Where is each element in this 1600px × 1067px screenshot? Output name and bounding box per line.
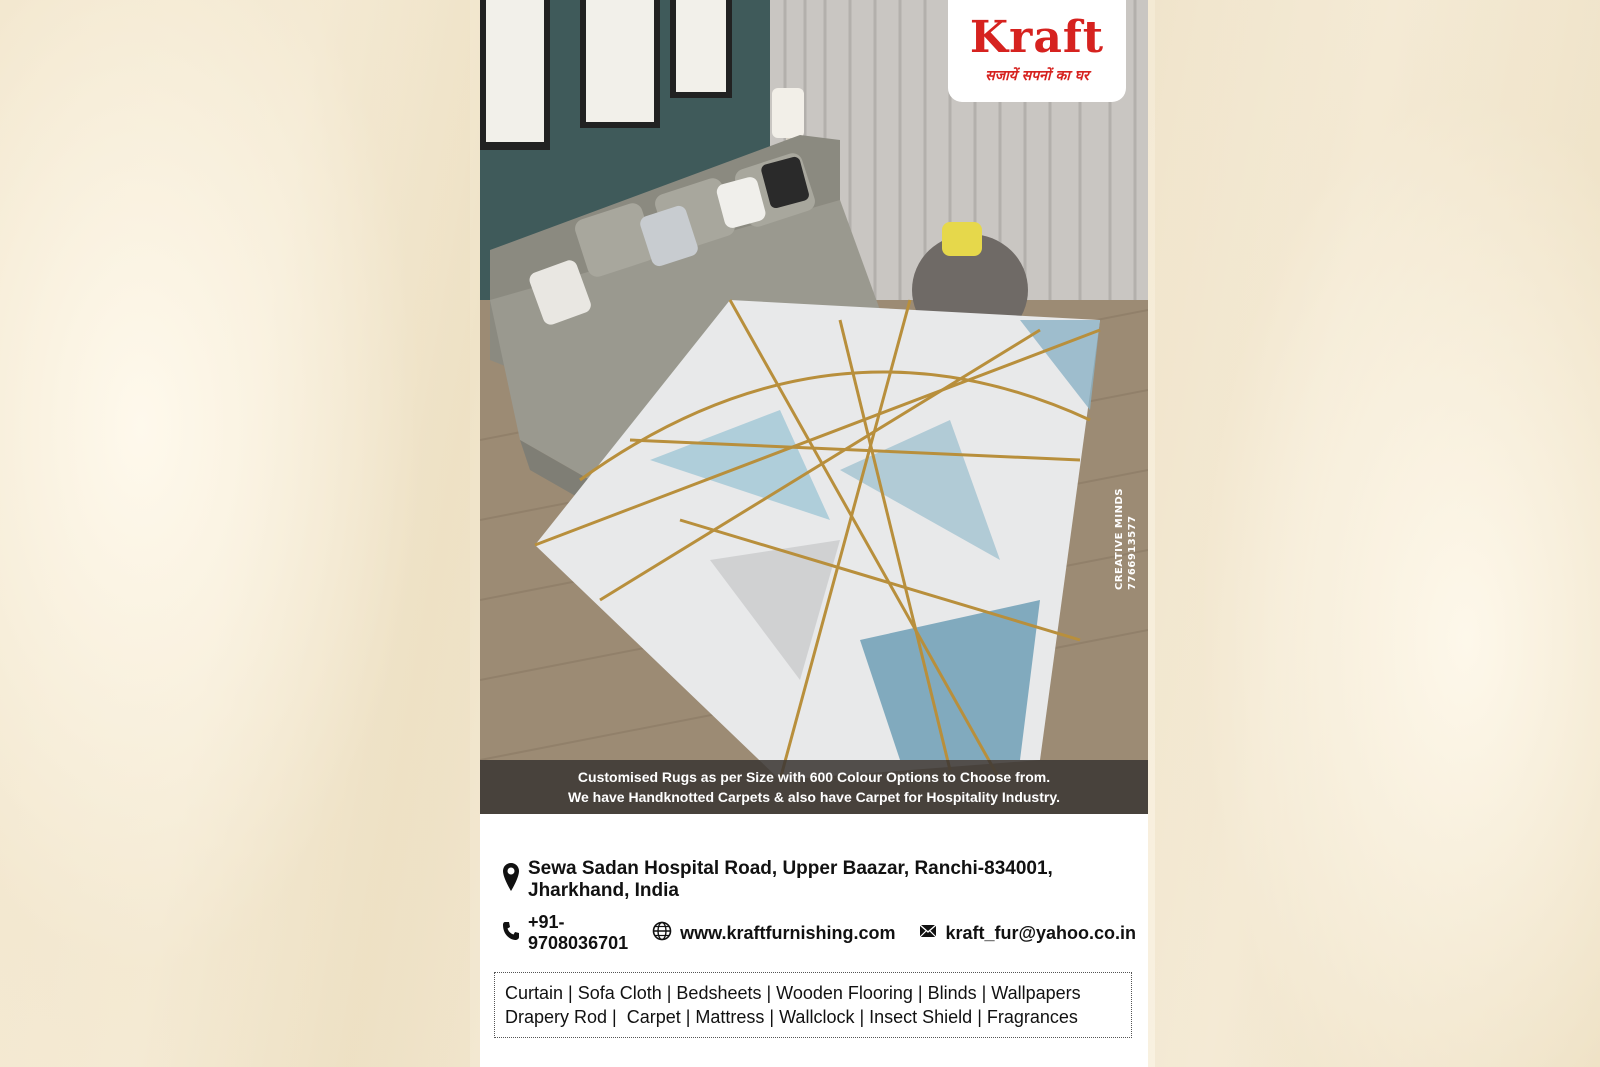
caption-line-2: We have Handknotted Carpets & also have Carpet for Hospitality Industry. [568, 789, 1060, 805]
contact-section [480, 814, 1148, 1067]
location-pin-icon [502, 862, 520, 898]
logo-wordmark: Kraft [969, 12, 1105, 63]
contact-row [502, 912, 1148, 954]
address-text: Sewa Sadan Hospital Road, Upper Baazar, Ranchi-834001, Jharkhand, India [528, 858, 1053, 901]
photo-caption [480, 760, 1148, 814]
room-photo [480, 0, 1148, 814]
background-blur-left [0, 0, 470, 1067]
room-illustration [480, 0, 1148, 814]
credit-phone: 7766913577 [1127, 515, 1138, 590]
email-item[interactable] [919, 923, 1136, 944]
email-link[interactable]: kraft_fur@yahoo.co.in [945, 922, 1137, 943]
advertisement-poster [480, 0, 1148, 1067]
address-row [502, 858, 1148, 902]
products-line-1: Curtain | Sofa Cloth | Bedsheets | Wooden Flooring | Blinds | Wallpapers [505, 983, 1081, 1003]
mail-icon [919, 923, 937, 944]
caption-line-1: Customised Rugs as per Size with 600 Colour Options to Choose from. [577, 769, 1051, 785]
globe-icon [652, 921, 672, 946]
products-box [494, 972, 1132, 1038]
credit-name: CREATIVE MINDS [1114, 488, 1125, 590]
products-line-2: Drapery Rod | Carpet | Mattress | Wallclock | Insect Shield | Fragrances [505, 1007, 1078, 1027]
phone-item[interactable] [502, 912, 628, 954]
brand-logo [948, 0, 1126, 102]
logo-tagline: सजायें सपनों का घर [985, 68, 1089, 84]
background-blur-right [1155, 0, 1600, 1067]
phone-number[interactable]: +91-9708036701 [528, 912, 629, 953]
phone-icon [502, 921, 520, 946]
website-link[interactable]: www.kraftfurnishing.com [680, 922, 896, 943]
website-item[interactable] [652, 921, 895, 946]
creator-credit [1113, 470, 1148, 590]
